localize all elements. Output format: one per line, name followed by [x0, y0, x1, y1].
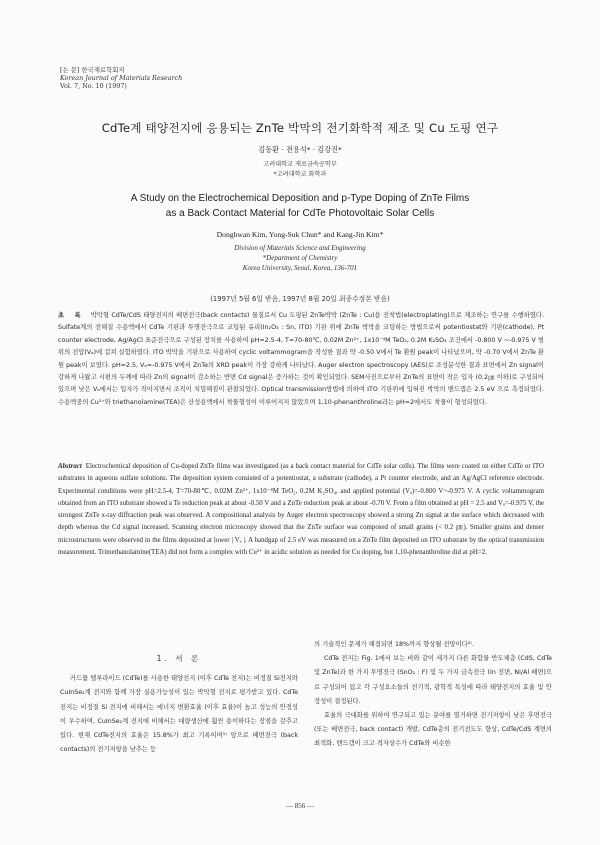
- body-paragraph: 의 기술적인 문제가 해결되면 18%까지 향상될 전망이다²⁾.: [314, 641, 474, 648]
- affiliation-english: [0, 243, 600, 273]
- authors-korean: 김동환 · 전용석* · 김강진*: [258, 145, 342, 154]
- abstract-korean-text: 박막형 CdTe/CdS 태양전지의 배면전극(back contacts) 물질로서 Cu 도핑된 ZnTe박막 (ZnTe : Cu)을 전착법(electroplating)으로 제조하는 연구를 수행하였다. Sulfate계의 전해질 수용액에서 CdTe 기판과 투명전극으로 코팅된 유리(In₂O₃ : Sn, ITO) 기판 위에 ZnTe 박막을 코팅하는 방법으로써 potentiostat와 기판(cathode), Pt counter electrode, Ag/AgCl 표준전극으로 구성된 장치를 사용하여 pH=2.5-4, T=70-80℃, 0.02M Zn²⁺, 1x10⁻⁴M TeO₂, 0.2M K₂SO₄ 조건에서 -0.800 V ~-0.975 V 범위의 전압(Vₐ)에 걸쳐 실험하였다. ITO 박막을 기판으로 사용하여 cyclic voltammogram을 작성한 결과 약 -0.50 V에서 Te 환원 peak이 나타났으며, 약 -0.70 V에서 ZnTe 환원 peak이 보였다. pH=2.5, Vₐ=-0.975 V에서 ZnTe의 XRD peak이 가장 강하게 나타났다. Auger electron spectroscopy (AES)로 조성분석한 결과 표면에서 Zn signal이 강하게 나왔고 시편의 두께에 따라 Zn의 signal이 감소하는 반면 Cd signal은 증가하는 것이 확인되었다. SEM사진으로부터 ZnTe의 표면이 작은 입자 (0.2㎛ 이하)로 구성되어 있으며 낮은 Vₐ에서는 입자가 작아지면서 조직이 치밀해짐이 관찰되었다. Optical transmission방법에 의하여 ITO 기판위에 입혀진 박막의 밴드갭은 2.5 eV 으로 측정되었다. 수용액중의 Cu²⁺와 triethanolamine(TEA)은 산성용액에서 착물형성이 이루어지지 않았으며 1,10-phenanthroline과는 pH=2에서도 착물이 형성되었다.: [58, 312, 544, 406]
- abstract-english: [58, 461, 544, 559]
- section-heading-introduction: 1. 서 론: [156, 654, 202, 663]
- body-left-column: [60, 652, 298, 757]
- affiliation-korean-line: 고려대학교 재료금속공학부: [263, 161, 337, 168]
- journal-header: [60, 66, 182, 91]
- affiliation-korean-line: *고려대학교 화학과: [273, 171, 327, 178]
- title-english-line: as a Back Contact Material for CdTe Photovoltaic Solar Cells: [165, 208, 435, 219]
- received-dates: (1997년 5월 6일 받음, 1997년 8월 20일 최종수정본 받음): [210, 295, 390, 303]
- authors-english: Donghwan Kim, Yong-Suk Chun* and Kang-Jin Kim*: [216, 230, 384, 239]
- journal-english-name: Korean Journal of Materials Research: [60, 74, 183, 83]
- affiliation-korean: [0, 160, 600, 180]
- abstract-korean-label: 초 록: [58, 312, 85, 319]
- abstract-english-label: Abstract: [58, 463, 82, 470]
- affiliation-english-line: *Department of Chemistry: [262, 254, 338, 262]
- body-paragraph: CdTe 전지는 Fig. 1에서 보는 바와 같이 세가지 다른 화합물 반도체층 (CdS, CdTe 및 ZnTe)과 한 가지 투명전극 (SnO₂ : F) 및 두 가지 금속전극 (In 전면, Ni/Al 배면)으로 구성되어 있고 각 구성요소들의 전기적, 광학적 특성에 따라 태양전지의 효율 및 안정성이 결정된다.: [314, 655, 552, 705]
- title-korean: CdTe계 태양전지에 응용되는 ZnTe 박막의 전기화학적 제조 및 Cu 도핑 연구: [101, 121, 499, 135]
- affiliation-english-line: Korea University, Seoul, Korea, 136-701: [242, 264, 358, 272]
- journal-volume: Vol. 7, No. 10 (1997): [60, 82, 127, 91]
- title-english-line: A Study on the Electrochemical Deposition and p-Type Doping of ZnTe Films: [130, 193, 470, 204]
- abstract-korean: [58, 310, 544, 409]
- title-english: [0, 191, 600, 221]
- body-paragraph: 카드뮴 텔루라이드 (CdTe)를 사용한 태양전지 (이후 CdTe 전지)는 비정질 Si전지와 CuInSe₂계 전지와 함께 가장 실용가능성이 있는 박막형 전지로 평가받고 있다. CdTe 전지는 비정질 Si 전지에 비해서는 에너지 변환효율 (이후 효율)이 높고 성능의 안정성이 우수하며, CuInSe₂계 전지에 비해서는 대량생산에 훨씬 용이하다는 장점을 갖추고 있다. 현재 CdTe전지의 효율은 15.8%가 최고 기록이며¹⁾ 앞으로 배면전극 (back contacts)의 전기저항을 낮추는 등: [60, 675, 298, 754]
- body-right-column: [314, 638, 552, 752]
- affiliation-english-line: Division of Materials Science and Engineering: [234, 244, 366, 252]
- page-number: — 856 —: [286, 802, 314, 810]
- journal-korean-name: [논 문] 한국재료학회지: [60, 66, 125, 74]
- abstract-english-text: Electrochemical deposition of Cu-doped ZnTe films was investigated (as a back contact material for CdTe solar cells). The films were coated on either CdTe or ITO substrates in aqueous sulfate solutions. The deposition system consisted of a potentiostat, a substrate (cathode), a Pt counter electrode, and an Ag/AgCl reference electrode. Experimental conditions were pH=2.5-4, T=70-80℃, 0.02M Zn²⁺, 1x10⁻⁴M TeO₂, 0.2M K₂SO₄, and applied potential (Vₐ)=-0.800 V~-0.975 V. A cyclic voltammogram obtained from an ITO substrate showed a Te reduction peak at about -0.50 V and a ZnTe reduction peak at about -0.70 V. From a film obtained at pH = 2.5 and Vₐ=-0.975 V, the strongest ZnTe x-ray diffraction peak was observed. A compositional analysis by Auger electron spectroscopy showed a strong Zn signal at the surface which decreased with depth whereas the Cd signal increased. Scanning electron microscopy showed that the ZnTe surface was composed of small grains (< 0.2 ㎛). Smaller grains and denser microstructures were observed in the films deposited at lower | Vₐ |. A bandgap of 2.5 eV was measured on a ZnTe film deposited on ITO substrate by the optical transmission measurement. Trimethanolamine(TEA) did not form a complex with Cu²⁺ in acidic solution as needed for Cu doping, but 1,10-phenanthroline did at pH=2.: [58, 463, 544, 557]
- body-paragraph: 효율의 극대화를 위하여 연구되고 있는 분야를 열거하면 전기저항이 낮은 후면전극 (또는 배면전극, back contact) 개발, CdTe층의 전기전도도 향상, CdTe/CdS 계면의 최적화, 밴드갭이 크고 격자상수가 CdTe와 비슷한: [314, 712, 552, 748]
